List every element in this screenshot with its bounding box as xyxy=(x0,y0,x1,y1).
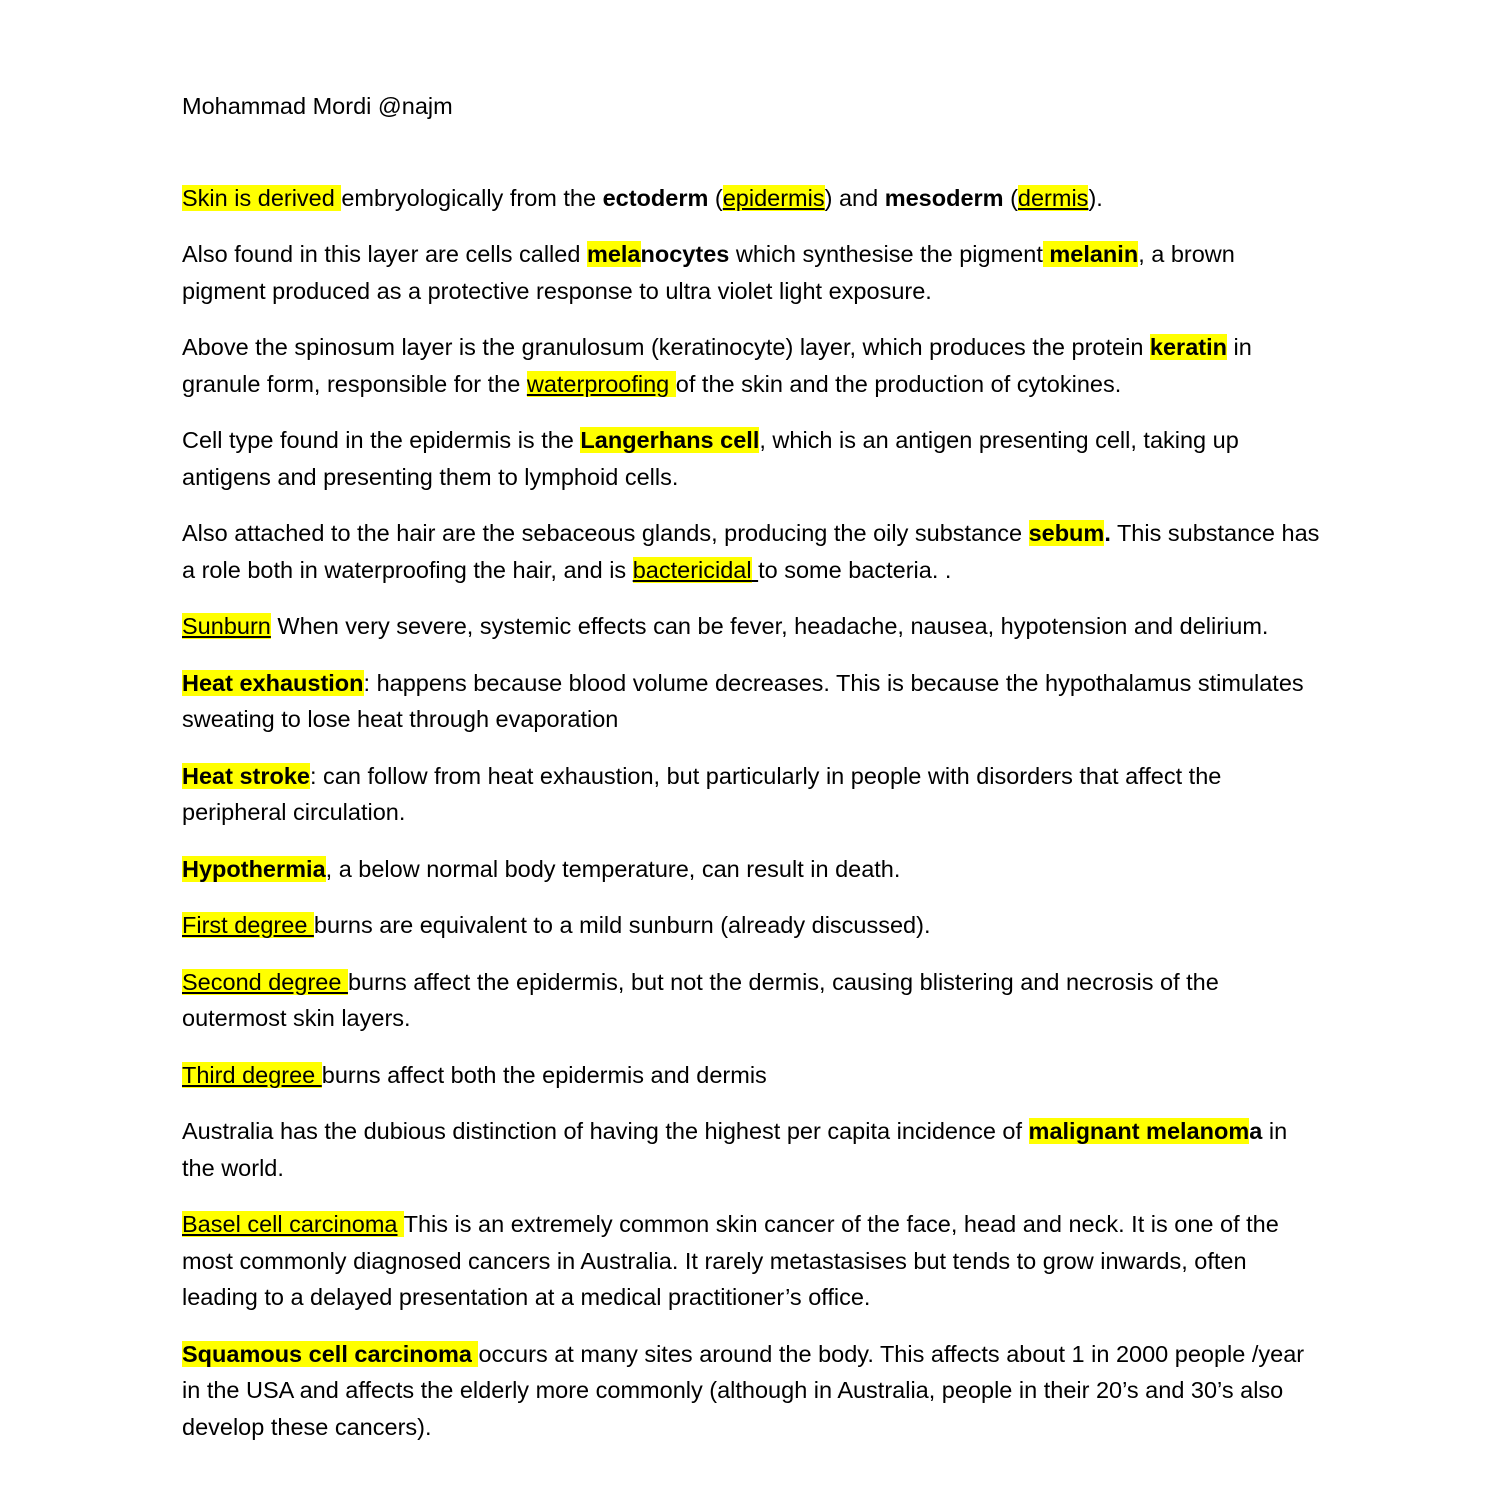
text-run: Australia has the dubious distinction of having the highest per capita incidence of xyxy=(182,1118,1029,1144)
highlighted-text: waterproofing xyxy=(526,370,670,397)
highlighted-text: sebum xyxy=(1028,520,1105,546)
highlighted-text: Squamous cell carcinoma xyxy=(182,1340,472,1367)
text-run: ( xyxy=(1003,184,1018,211)
highlighted-text: bactericidal xyxy=(632,556,752,583)
highlighted-text: Langerhans cell xyxy=(580,427,760,453)
text-run: burns affect the epidermis, but not the dermis, causing blistering and necrosis of the outermost skin layers. xyxy=(182,968,1219,1031)
text-run: ). xyxy=(1088,184,1103,211)
text-run: burns are equivalent to a mild sunburn (already discussed). xyxy=(313,912,931,938)
paragraph xyxy=(182,665,1322,738)
text-run: ectoderm xyxy=(602,184,709,211)
text-run: burns affect both the epidermis and dermis xyxy=(321,1061,767,1088)
document-body xyxy=(182,180,1322,1446)
text-run: ) and xyxy=(824,184,885,211)
highlighted-text: mela xyxy=(586,241,641,267)
text-run: When very severe, systemic effects can be fever, headache, nausea, hypotension and delirium. xyxy=(270,613,1269,639)
text-run: occurs at many sites around the body. This affects about 1 in 2000 people /year in the USA and affects the elderly more commonly (although in Australia, people in their 20’s and 30’s also develop these cancers). xyxy=(182,1340,1305,1440)
text-run: This is an extremely common skin cancer of the face, head and neck. It is one of the most commonly diagnosed cancers in Australia. It rarely metastasises but tends to grow inwards, often leading to a delayed presentation at a medical practitioner’s office. xyxy=(182,1211,1279,1310)
highlighted-text: dermis xyxy=(1017,184,1089,211)
text-run: a xyxy=(1249,1118,1263,1144)
highlighted-text: keratin xyxy=(1149,334,1227,360)
text-run: Also attached to the hair are the sebaceous glands, producing the oily substance xyxy=(182,520,1029,546)
paragraph xyxy=(182,329,1322,402)
highlighted-text: First degree xyxy=(182,912,314,938)
text-run: embryologically from the xyxy=(341,184,603,211)
paragraph xyxy=(182,758,1322,831)
text-run: in granule form, responsible for the xyxy=(182,334,1252,397)
highlighted-text: Sunburn xyxy=(182,613,271,639)
text-run: This substance has a role both in waterproofing the hair, and is xyxy=(182,520,1320,583)
text-run: Above the spinosum layer is the granulosum (keratinocyte) layer, which produces the protein xyxy=(182,334,1150,360)
paragraph xyxy=(182,851,1322,888)
text-run: of the skin and the production of cytokines. xyxy=(675,370,1122,397)
text-run: . xyxy=(1104,520,1111,546)
paragraph xyxy=(182,907,1322,944)
text-run: , which is an antigen presenting cell, taking up antigens and presenting them to lymphoid cells. xyxy=(182,427,1239,490)
document-page xyxy=(182,88,1322,1465)
paragraph xyxy=(182,1206,1322,1316)
paragraph xyxy=(182,422,1322,495)
text-run: to some bacteria. . xyxy=(758,556,952,583)
text-run: , a brown pigment produced as a protective response to ultra violet light exposure. xyxy=(182,241,1235,304)
text-run: : can follow from heat exhaustion, but particularly in people with disorders that affect the peripheral circulation. xyxy=(182,762,1222,825)
highlighted-text: epidermis xyxy=(722,184,825,211)
paragraph xyxy=(182,964,1322,1037)
highlighted-text: Third degree xyxy=(182,1061,322,1088)
highlighted-text: Heat exhaustion xyxy=(182,669,364,696)
highlighted-text: Heat stroke xyxy=(182,762,310,789)
highlighted-text: Second degree xyxy=(182,968,348,995)
text-run: , a below normal body temperature, can result in death. xyxy=(325,855,901,882)
highlighted-text: Skin is derived xyxy=(182,184,342,211)
author-line: Mohammad Mordi @najm xyxy=(182,93,453,119)
highlighted-text: Basel cell carcinoma xyxy=(182,1211,398,1237)
paragraph xyxy=(182,1336,1322,1446)
text-run: ( xyxy=(708,184,723,211)
paragraph xyxy=(182,236,1322,309)
paragraph xyxy=(182,1057,1322,1094)
paragraph xyxy=(182,180,1322,217)
paragraph xyxy=(182,515,1322,588)
text-run: which synthesise the pigment xyxy=(729,241,1043,267)
text-run: mesoderm xyxy=(884,184,1004,211)
highlighted-text: malignant melanom xyxy=(1028,1118,1250,1144)
text-run: nocytes xyxy=(640,241,730,267)
text-run: Also found in this layer are cells called xyxy=(182,241,587,267)
text-run: : happens because blood volume decreases. This is because the hypothalamus stimulates sweating to lose heat through evaporation xyxy=(182,669,1304,732)
text-run: in the world. xyxy=(182,1118,1288,1181)
highlighted-text: melanin xyxy=(1042,241,1139,267)
highlighted-text: Hypothermia xyxy=(182,855,326,882)
paragraph xyxy=(182,608,1322,645)
text-run: Cell type found in the epidermis is the xyxy=(182,427,581,453)
paragraph xyxy=(182,1113,1322,1186)
